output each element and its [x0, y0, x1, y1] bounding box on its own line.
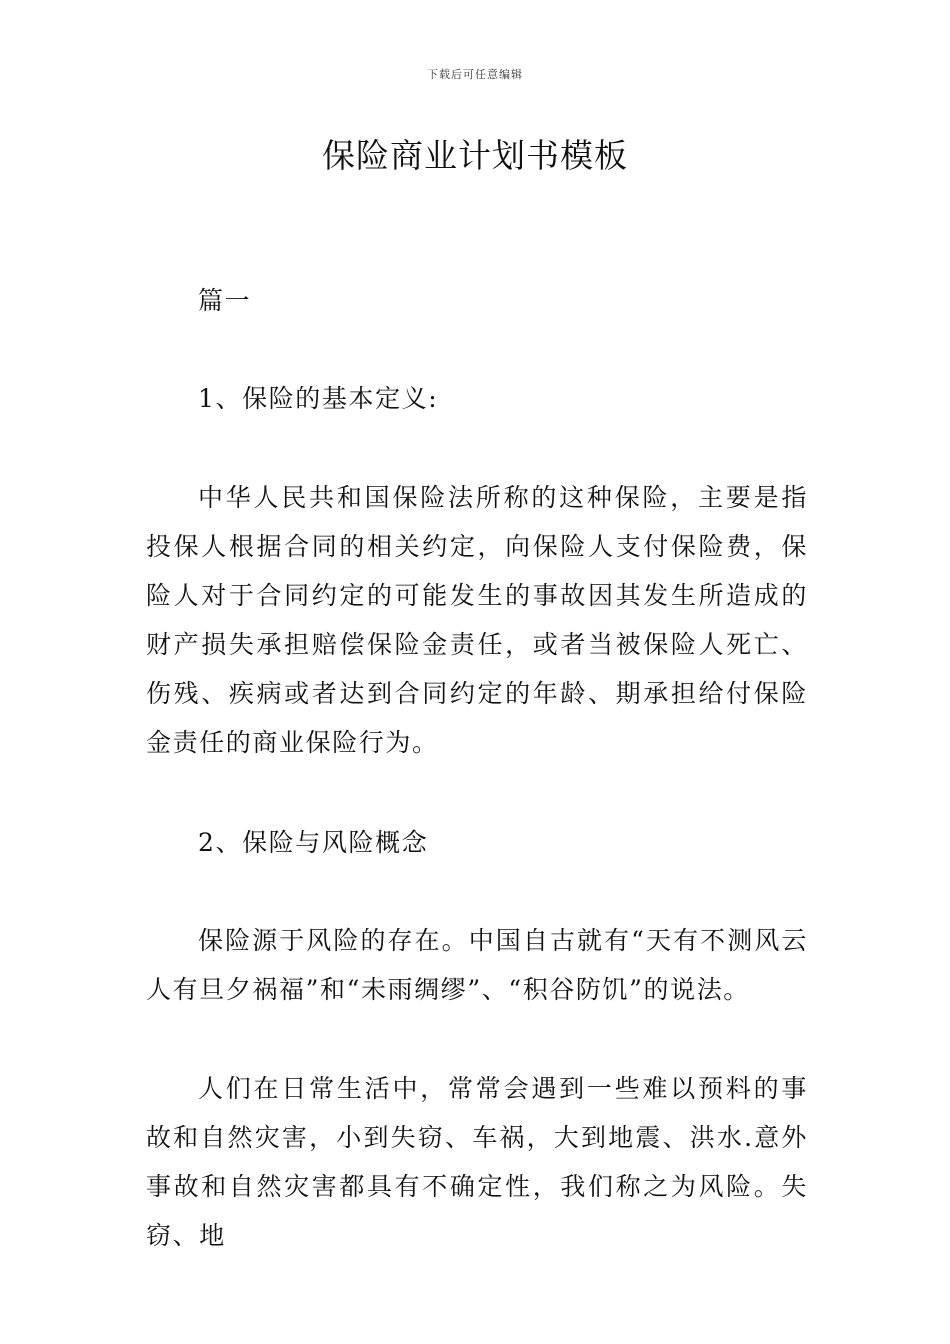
paragraph-1: 中华人民共和国保险法所称的这种保险，主要是指投保人根据合同的相关约定，向保险人支付保险费，保险人对于合同约定的可能发生的事故因其发生所造成的财产损失承担赔偿保险金责任，或者当被保险人死亡、伤残、疾病或者达到合同约定的年龄、期承担给付保险金责任的商业保险行为。 — [146, 483, 808, 757]
section-heading-1: 1、保险的基本定义: — [198, 384, 439, 413]
part-label: 篇一 — [198, 286, 252, 315]
paragraph-3: 人们在日常生活中，常常会遇到一些难以预料的事故和自然灾害，小到失窃、车祸，大到地震、洪水.意外事故和自然灾害都具有不确定性，我们称之为风险。失窃、地 — [146, 1074, 808, 1250]
document-title: 保险商业计划书模板 — [322, 136, 628, 175]
section-heading-2: 2、保险与风险概念 — [198, 828, 429, 857]
paragraph-2: 保险源于风险的存在。中国自古就有“天有不测风云人有旦夕祸福”和“未雨绸缪”、“积谷防饥”的说法。 — [146, 926, 808, 1004]
header-note: 下载后可任意编辑 — [427, 68, 523, 81]
